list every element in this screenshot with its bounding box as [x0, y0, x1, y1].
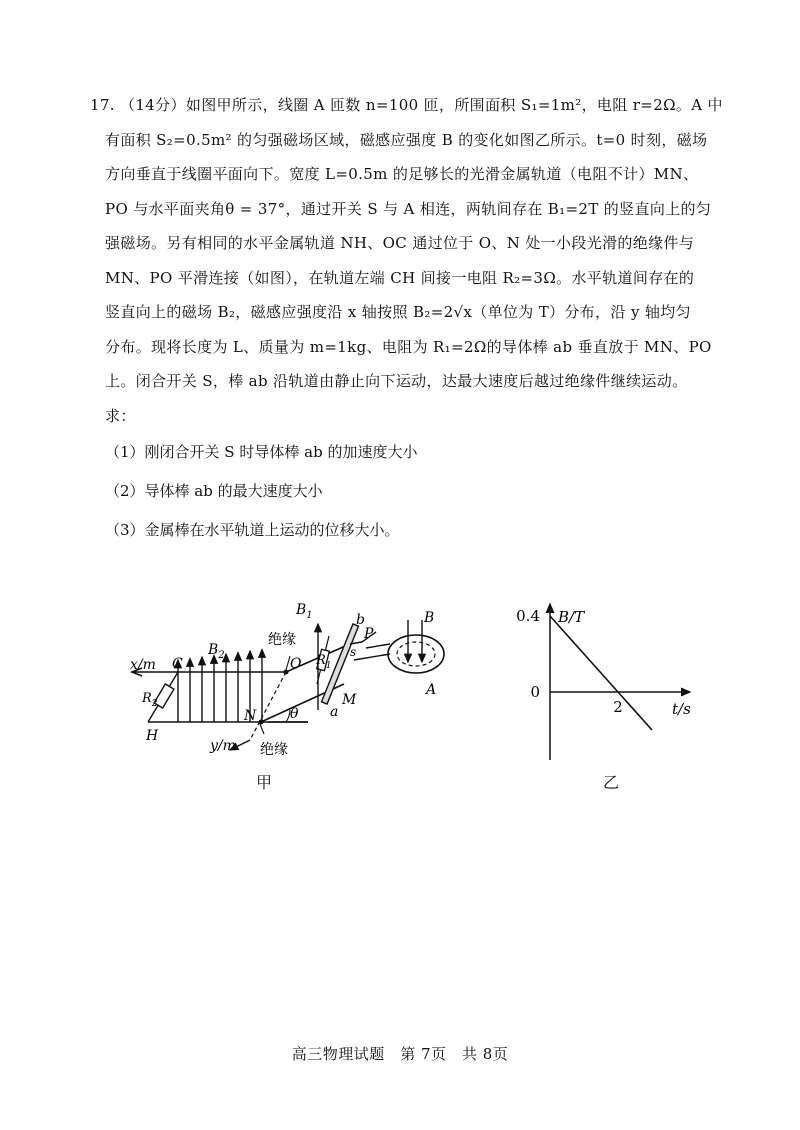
b-t-line — [550, 616, 652, 730]
problem-line: 分布。现将长度为 L、质量为 m=1kg、电阻为 R₁=2Ω的导体棒 ab 垂直放于 MN、PO — [105, 337, 712, 356]
y-tick-label: 0 — [530, 683, 540, 701]
x-tick-label: 2 — [613, 698, 623, 716]
figure-a-caption: 甲 — [256, 773, 273, 792]
problem-line: 方向垂直于线圈平面向下。宽度 L=0.5m 的足够长的光滑金属轨道（电阻不计）MN、 — [105, 165, 699, 183]
label-insulator-top: 绝缘 — [268, 632, 296, 648]
b-t-graph — [500, 600, 700, 770]
label-a: a — [330, 704, 339, 720]
label-h: H — [146, 728, 159, 744]
x-axis-label: x/m — [130, 657, 156, 673]
label-b1: $B_1$ — [296, 602, 313, 621]
question-list — [90, 433, 720, 550]
problem-line: 有面积 S₂=0.5m² 的匀强磁场区域，磁感应强度 B 的变化如图乙所示。t=0 时刻，磁场 — [105, 130, 708, 149]
question-item: （3）金属棒在水平轨道上运动的位移大小。 — [105, 521, 400, 539]
question-item: （1）刚闭合开关 S 时导体棒 ab 的加速度大小 — [105, 443, 418, 461]
label-coil-a: A — [426, 682, 437, 698]
figure-b-caption: 乙 — [603, 773, 620, 792]
label-n: N — [244, 708, 257, 724]
problem-line: 求： — [105, 406, 136, 425]
problem-line: 竖直向上的磁场 B₂，磁感应强度沿 x 轴按照 B₂=2√x（单位为 T）分布，沿 y 轴均匀 — [105, 303, 691, 321]
label-insulator-bottom: 绝缘 — [260, 742, 288, 758]
y-tick-label: 0.4 — [516, 607, 540, 625]
label-s: s — [350, 645, 357, 659]
circuit-figure — [118, 600, 458, 790]
problem-line: PO 与水平面夹角θ = 37°，通过开关 S 与 A 相连，两轨间存在 B₁=2T 的竖直向上的匀 — [105, 199, 712, 218]
label-theta: θ — [290, 706, 299, 722]
label-b2: $B_2$ — [208, 642, 225, 661]
y-axis-dashed — [250, 672, 286, 740]
label-r1: $R_1$ — [316, 653, 332, 671]
page-footer: 高三物理试题 第 7页 共 8页 — [291, 1045, 509, 1063]
label-c: C — [172, 656, 183, 672]
label-m: M — [342, 692, 357, 708]
y-axis-label: B/T — [558, 608, 585, 626]
y-axis-label: y/m — [210, 738, 236, 754]
problem-17 — [90, 88, 723, 550]
label-b: b — [356, 612, 365, 628]
problem-line: 上。闭合开关 S，棒 ab 沿轨道由静止向下运动，达最大速度后越过绝缘件继续运动。 — [105, 372, 688, 390]
problem-line: MN、PO 平滑连接（如图），在轨道左端 CH 间接一电阻 R₂=3Ω。水平轨道间存在的 — [105, 268, 695, 287]
field-region-s2 — [397, 642, 435, 666]
problem-statement — [90, 88, 723, 433]
problem-line: 17. （14分）如图甲所示，线圈 A 匝数 n=100 匝，所围面积 S₁=1m²，电阻 r=2Ω。A 中 — [90, 96, 723, 114]
label-p: P — [364, 626, 374, 642]
x-axis-label: t/s — [672, 700, 691, 718]
label-r2: $R_2$ — [142, 691, 158, 709]
problem-line: 强磁场。另有相同的水平金属轨道 NH、OC 通过位于 O、N 处一小段光滑的绝缘件与 — [105, 234, 695, 252]
label-o: O — [290, 656, 302, 672]
label-field-b: B — [424, 610, 435, 626]
question-item: （2）导体棒 ab 的最大速度大小 — [105, 482, 323, 500]
